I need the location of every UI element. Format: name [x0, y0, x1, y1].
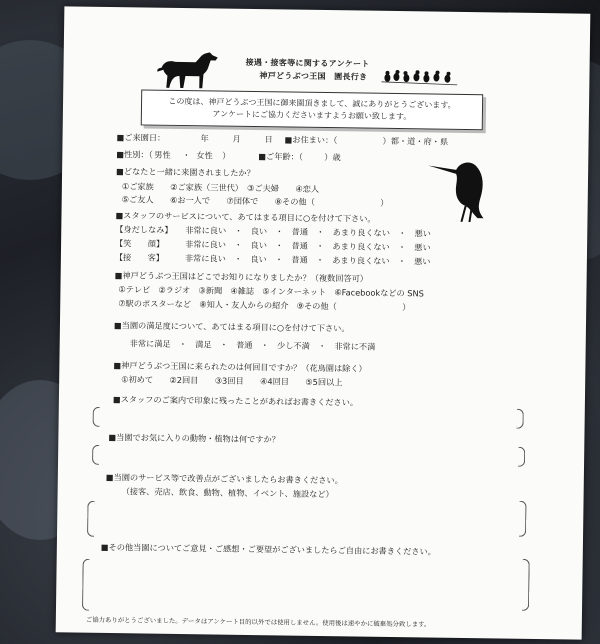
- visit-year-unit: 年: [200, 133, 209, 144]
- gender-female-option[interactable]: 女性: [196, 150, 213, 161]
- q-companion-options-row1[interactable]: ①ご家族 ②ご家族（三世代） ③ご夫婦 ④恋人: [121, 181, 320, 194]
- improve-answer-bracket-right: [519, 501, 527, 537]
- improve-answer-area[interactable]: [97, 501, 513, 539]
- dog-illustration: [155, 48, 220, 93]
- q-source-question: ■神戸どうぶつ王国はどこでお知りになりましたか？（複数回答可）: [114, 270, 369, 284]
- birds-illustration: [381, 65, 457, 88]
- staff-row-service-label: 【接 客】: [114, 252, 165, 263]
- q-other-question: ■その他当園についてご意見・ご感想・ご要望がございましたらご自由にお書きください。: [100, 541, 436, 557]
- impression-answer-bracket-left: [93, 407, 100, 427]
- intro-banner: [141, 89, 483, 130]
- q-improve-hint: （接客、売店、飲食、動物、植物、イベント、施設など）: [121, 486, 334, 500]
- q-improve-question: ■当園のサービス等で改善点がございましたらお書きください。: [105, 471, 343, 486]
- gender-male-option[interactable]: 男性: [154, 149, 171, 160]
- favorite-answer-area[interactable]: [102, 445, 512, 469]
- staff-row-smile-label: 【笑 顔】: [115, 238, 165, 249]
- intro-line-2: アンケートにご協力くださいますようお願い致します。: [212, 109, 412, 122]
- address-suffix: ）都・道・府・県: [382, 135, 449, 147]
- impression-answer-area[interactable]: [103, 407, 513, 431]
- q-satisfaction-question: ■当園の満足度について、あてはまる項目に○を付けて下さい。: [113, 320, 350, 334]
- q-companion-question: ■どなたと一緒に来園されましたか？: [116, 166, 255, 179]
- other-answer-area[interactable]: [92, 559, 517, 613]
- survey-title: 接遇・接客等に関するアンケート: [245, 57, 370, 69]
- q-source-options-row2[interactable]: ⑦駅のポスターなど ⑧知人・友人からの紹介 ⑨その他（ ）: [118, 298, 411, 313]
- staff-row-smile-options[interactable]: 非常に良い ・ 良い ・ 普通 ・ あまり良くない ・ 悪い: [185, 239, 431, 253]
- improve-answer-bracket-left: [87, 501, 95, 537]
- q-staff-question: ■スタッフのサービスについて、あてはまる項目に○を付けて下さい。: [115, 210, 376, 224]
- q-impression-question: ■スタッフのご案内で印象に残ったことがあればお書きください。: [112, 394, 359, 408]
- favorite-answer-bracket-right: [518, 447, 525, 467]
- kingfisher-illustration: [425, 151, 506, 222]
- staff-row-service-options[interactable]: 非常に良い ・ 良い ・ 普通 ・ あまり良くない ・ 悪い: [184, 253, 431, 267]
- gender-close: ）: [222, 150, 231, 161]
- visit-day-unit: 日: [264, 134, 273, 145]
- survey-sheet: [56, 6, 591, 639]
- intro-line-1: この度は、神戸どうぶつ王国に御来園頂きまして、誠にありがとうございます。: [168, 96, 456, 110]
- gender-label: ■性別：（: [116, 149, 153, 160]
- q-companion-options-row2[interactable]: ⑤ご友人 ⑥お一人で ⑦団体で ⑧その他（ ）: [121, 194, 389, 208]
- q-visits-options[interactable]: ①初めて ②2回目 ③3回目 ④4回目 ⑤5回以上: [121, 374, 343, 388]
- q-favorite-question: ■当園でお気に入りの動物・植物は何ですか？: [108, 432, 280, 445]
- footer-note: ご協力ありがとうございました。データはアンケート目的以外では使用しません。使用後は速やかに破棄処分致します。: [85, 615, 431, 629]
- age-label: ■ご年齢：（: [258, 151, 303, 162]
- survey-subtitle: 神戸どうぶつ王国 園長行き: [259, 71, 368, 82]
- impression-answer-bracket-right: [517, 409, 524, 429]
- age-suffix: ）歳: [324, 152, 341, 163]
- other-answer-bracket-right: [522, 559, 530, 611]
- gender-separator: ・: [182, 150, 191, 161]
- other-answer-bracket-left: [82, 559, 90, 611]
- visit-month-unit: 月: [232, 133, 241, 144]
- q-satisfaction-options[interactable]: 非常に満足 ・ 満足 ・ 普通 ・ 少し不満 ・ 非常に不満: [129, 338, 376, 352]
- visit-date-label: ■ご来園日：: [116, 132, 166, 143]
- q-source-options-row1[interactable]: ①テレビ ②ラジオ ③新聞 ④雑誌 ⑤インターネット ⑥Facebookなどの SNS: [118, 284, 424, 299]
- address-label: ■お住まい：（: [284, 134, 338, 146]
- q-visits-question: ■神戸どうぶつ王国に来られたのは何回目ですか？（花鳥園は除く）: [113, 360, 367, 374]
- favorite-answer-bracket-left: [92, 445, 99, 465]
- staff-row-appearance-label: 【身だしなみ】: [115, 224, 173, 235]
- staff-row-appearance-options[interactable]: 非常に良い ・ 良い ・ 普通 ・ あまり良くない ・ 悪い: [185, 225, 431, 239]
